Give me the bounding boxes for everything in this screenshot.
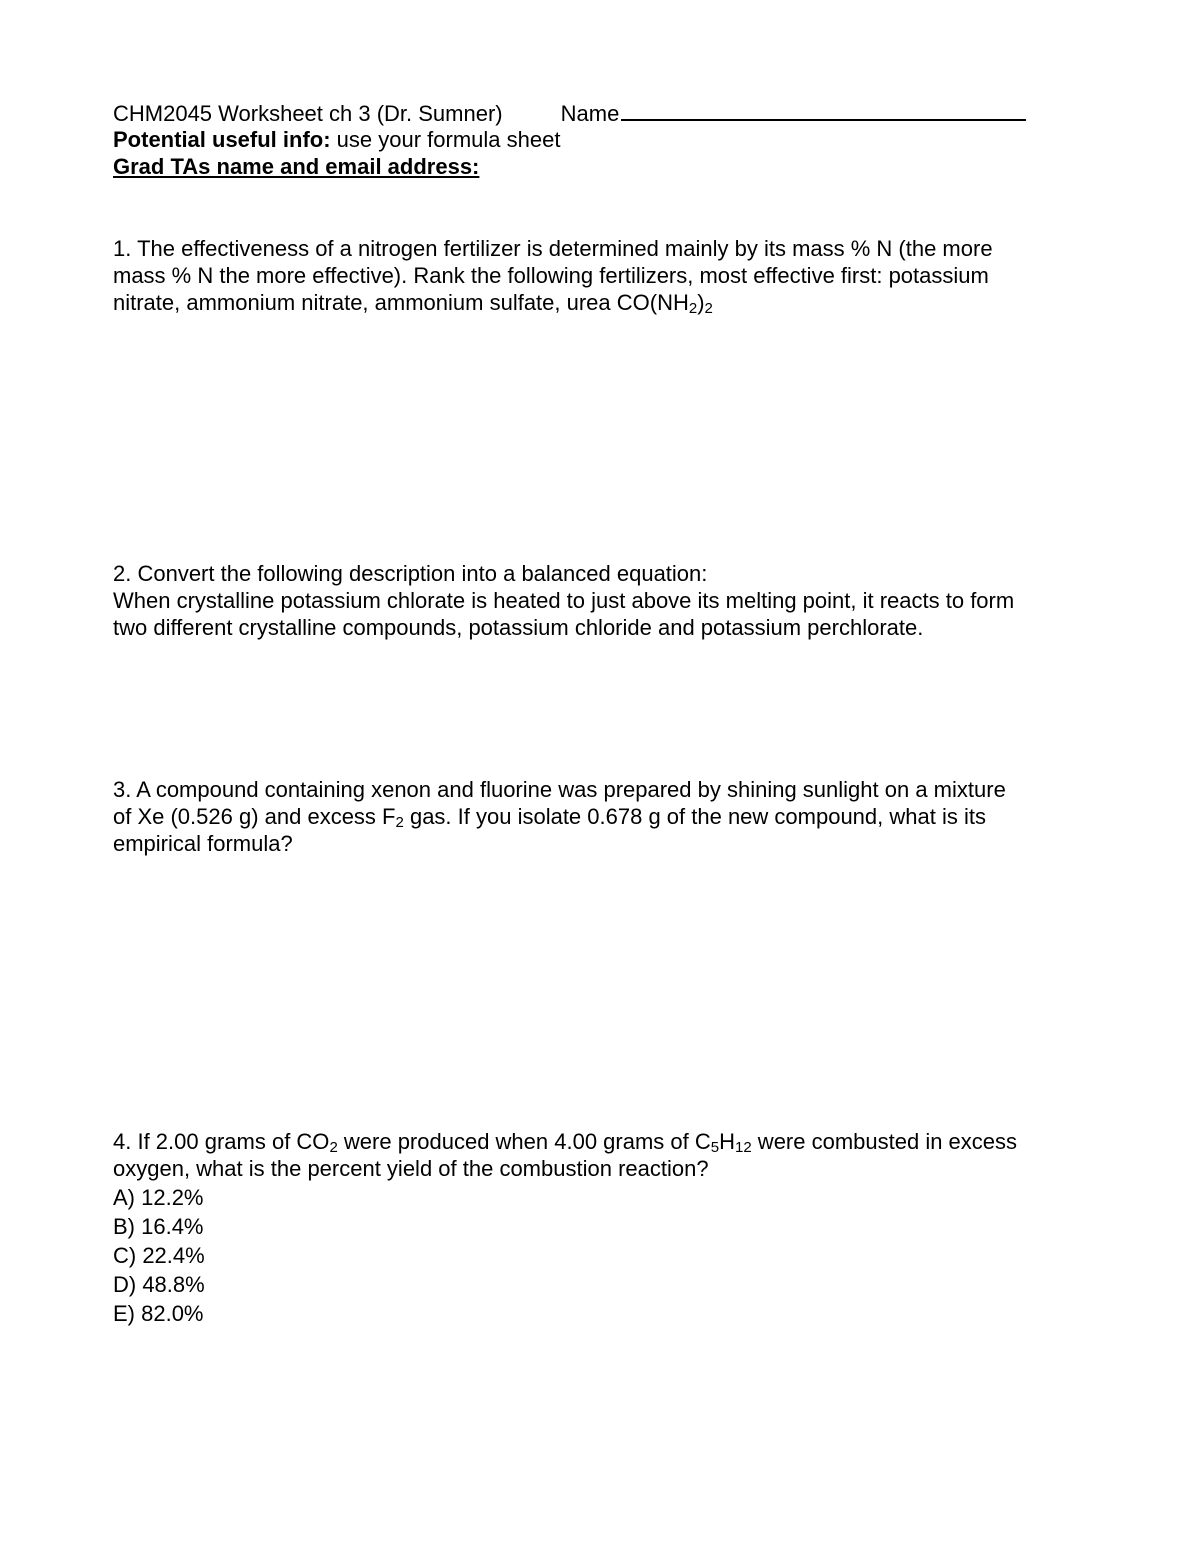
q4-text-d: were combusted in excess: [751, 1129, 1018, 1154]
info-label: Potential useful info:: [113, 127, 331, 152]
q4-choice-e: E) 82.0%: [113, 1301, 204, 1326]
info-line: [113, 126, 560, 153]
q4-choice-c: C) 22.4%: [113, 1243, 205, 1268]
q1-paren: ): [697, 290, 705, 315]
ta-label: Grad TAs name and email address:: [113, 154, 480, 179]
q3-line-2-prefix: of Xe (0.526 g) and excess F: [113, 804, 396, 829]
q4-choice-b: B) 16.4%: [113, 1214, 204, 1239]
q3-subscript: 2: [395, 814, 404, 831]
name-blank[interactable]: [621, 99, 1026, 121]
q4-text-c: H: [719, 1129, 735, 1154]
q2-line-1: 2. Convert the following description into a balanced equation:: [113, 561, 708, 586]
q4-choice-d: D) 48.8%: [113, 1272, 205, 1297]
q4-text-b: were produced when 4.00 grams of C: [337, 1129, 711, 1154]
q1-subscript-2: 2: [704, 300, 713, 317]
q3-line-3: empirical formula?: [113, 831, 293, 856]
course-title: CHM2045 Worksheet ch 3 (Dr. Sumner): [113, 101, 503, 126]
q1-line-1: 1. The effectiveness of a nitrogen fertilizer is determined mainly by its mass % N (the more: [113, 236, 993, 261]
q4-choice-a: A) 12.2%: [113, 1185, 204, 1210]
q3-line-2: [113, 803, 986, 830]
q4-line-2: oxygen, what is the percent yield of the combustion reaction?: [113, 1156, 709, 1181]
info-text: use your formula sheet: [330, 127, 561, 152]
q2-line-3: two different crystalline compounds, potassium chloride and potassium perchlorate.: [113, 615, 924, 640]
q1-line-2: mass % N the more effective). Rank the following fertilizers, most effective first: potassium: [113, 263, 989, 288]
q4-subscript-3: 12: [735, 1139, 752, 1156]
header-title-line: [113, 99, 1026, 127]
q1-line-3-text: nitrate, ammonium nitrate, ammonium sulfate, urea CO(NH: [113, 290, 689, 315]
q3-line-2-suffix: gas. If you isolate 0.678 g of the new compound, what is its: [403, 804, 986, 829]
name-label: Name: [560, 101, 620, 126]
q4-line-1: [113, 1128, 1017, 1155]
q1-line-3: [113, 289, 713, 316]
q1-subscript-1: 2: [688, 300, 698, 317]
q4-subscript-2: 5: [710, 1139, 720, 1156]
q4-subscript-1: 2: [329, 1139, 338, 1156]
q4-text-a: 4. If 2.00 grams of CO: [113, 1129, 330, 1154]
q3-line-1: 3. A compound containing xenon and fluorine was prepared by shining sunlight on a mixture: [113, 777, 1006, 802]
q2-line-2: When crystalline potassium chlorate is heated to just above its melting point, it reacts to form: [113, 588, 1015, 613]
